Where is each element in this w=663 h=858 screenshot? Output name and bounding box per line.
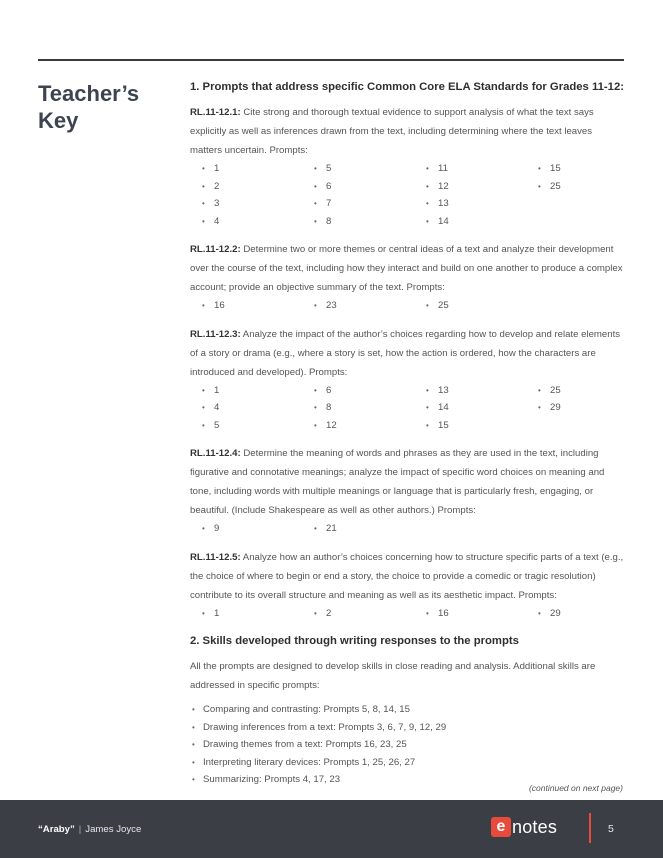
standard-text [190, 444, 624, 520]
standard-block [190, 103, 624, 230]
logo-text: notes [512, 816, 558, 837]
page-title: Teacher’s Key [38, 81, 140, 133]
prompt-number: • 21 [314, 520, 426, 538]
prompt-number: • 29 [538, 399, 636, 417]
standard-description: Determine the meaning of words and phrases as they are used in the text, including figurative and connotative meanings; analyze the impact of specific word choices on meaning and tone, including words with multiple meanings or language that is particularly fresh, engaging, or beautiful. (Include Shakespeare as well as other authors.) Prompts: [190, 448, 605, 516]
skill-item: • Interpreting literary devices: Prompts 1, 25, 26, 27 [190, 754, 624, 772]
standard-description: Analyze how an author’s choices concerning how to structure specific parts of a text (e.g., the choice of where to begin or end a story, the choice to provide a comedic or tragic resolution) contribute to its overall structure and meaning as well as its aesthetic impact. Prompts: [190, 551, 624, 601]
standard-description: Cite strong and thorough textual evidence to support analysis of what the text says explicitly as well as inferences drawn from the text, including determining where the text leaves matters uncertain. Prompts: [190, 107, 594, 156]
prompt-grid [202, 605, 624, 623]
prompt-number: • 12 [426, 178, 538, 196]
standard-description: Analyze the impact of the author’s choices regarding how to develop and relate elements of a story or drama (e.g., where a story is set, how the action is ordered, how the characters are introduced and developed). Prompts: [190, 328, 621, 378]
standard-code: RL.11-12.2: [190, 244, 241, 255]
empty-cell [538, 520, 636, 538]
skill-item: • Drawing inferences from a text: Prompts 3, 6, 7, 9, 12, 29 [190, 719, 624, 737]
prompt-grid [202, 520, 624, 538]
enotes-logo [491, 815, 557, 839]
standard-code: RL.11-12.3: [190, 328, 241, 340]
prompt-number: • 1 [202, 160, 314, 178]
prompt-number: • 29 [538, 605, 636, 623]
prompt-number: • 6 [314, 178, 426, 196]
prompt-number: • 25 [538, 178, 636, 196]
prompt-number: • 7 [314, 195, 426, 213]
empty-cell [538, 195, 636, 213]
empty-cell [538, 213, 636, 231]
footer-author: James Joyce [85, 824, 142, 835]
section2-intro: All the prompts are designed to develop skills in close reading and analysis. Additional skills are addressed in specific prompts: [190, 661, 596, 691]
prompt-number: • 25 [538, 382, 636, 400]
logo-mark: e [491, 817, 511, 837]
empty-cell [538, 297, 636, 315]
standard-text [190, 548, 624, 605]
prompt-number: • 1 [202, 605, 314, 623]
prompt-number: • 5 [314, 160, 426, 178]
prompt-number: • 16 [202, 297, 314, 315]
prompt-number: • 3 [202, 195, 314, 213]
prompt-number: • 2 [314, 605, 426, 623]
prompt-number: • 15 [538, 160, 636, 178]
prompt-number: • 2 [202, 178, 314, 196]
footer-separator: | [78, 824, 82, 835]
prompt-grid [202, 297, 624, 315]
standard-text [190, 325, 624, 382]
prompt-number: • 6 [314, 382, 426, 400]
prompt-grid [202, 160, 624, 230]
prompt-grid [202, 382, 624, 435]
skill-item: • Summarizing: Prompts 4, 17, 23 [190, 771, 624, 789]
standard-code: RL.11-12.4: [190, 448, 241, 459]
section1-heading: 1. Prompts that address specific Common Core ELA Standards for Grades 11-12: [190, 81, 625, 93]
footer-source [38, 824, 141, 835]
standard-text [190, 103, 624, 160]
continued-note: (continued on next page) [528, 783, 623, 793]
skill-item: • Drawing themes from a text: Prompts 16, 23, 25 [190, 736, 624, 754]
prompt-number: • 13 [426, 382, 538, 400]
prompt-number: • 1 [202, 382, 314, 400]
standard-code: RL.11-12.1: [190, 107, 241, 118]
page-number: 5 [608, 823, 614, 835]
section2-heading: 2. Skills developed through writing responses to the prompts [190, 635, 519, 647]
prompt-number: • 5 [202, 417, 314, 435]
prompt-number: • 23 [314, 297, 426, 315]
standards-list [190, 103, 624, 622]
prompt-number: • 4 [202, 213, 314, 231]
footer-divider [589, 813, 591, 843]
top-rule [38, 59, 624, 61]
skills-list [190, 701, 624, 789]
empty-cell [538, 417, 636, 435]
prompt-number: • 14 [426, 399, 538, 417]
prompt-number: • 9 [202, 520, 314, 538]
prompt-number: • 4 [202, 399, 314, 417]
standard-block [190, 325, 624, 435]
standard-description: Determine two or more themes or central ideas of a text and analyze their development over the course of the text, including how they interact and build on one another to produce a complex account; provide an objective summary of the text. Prompts: [190, 244, 623, 293]
prompt-number: • 15 [426, 417, 538, 435]
empty-cell [426, 520, 538, 538]
standard-text [190, 240, 624, 297]
standard-code: RL.11-12.5: [190, 551, 241, 563]
prompt-number: • 16 [426, 605, 538, 623]
prompt-number: • 11 [426, 160, 538, 178]
main-content [190, 80, 624, 789]
prompt-number: • 14 [426, 213, 538, 231]
standard-block [190, 548, 624, 623]
prompt-number: • 13 [426, 195, 538, 213]
prompt-number: • 12 [314, 417, 426, 435]
footer [0, 800, 663, 858]
standard-block [190, 444, 624, 538]
prompt-number: • 8 [314, 213, 426, 231]
footer-title: “Araby” [38, 824, 75, 835]
standard-block [190, 240, 624, 315]
skill-item: • Comparing and contrasting: Prompts 5, 8, 14, 15 [190, 701, 624, 719]
prompt-number: • 8 [314, 399, 426, 417]
prompt-number: • 25 [426, 297, 538, 315]
